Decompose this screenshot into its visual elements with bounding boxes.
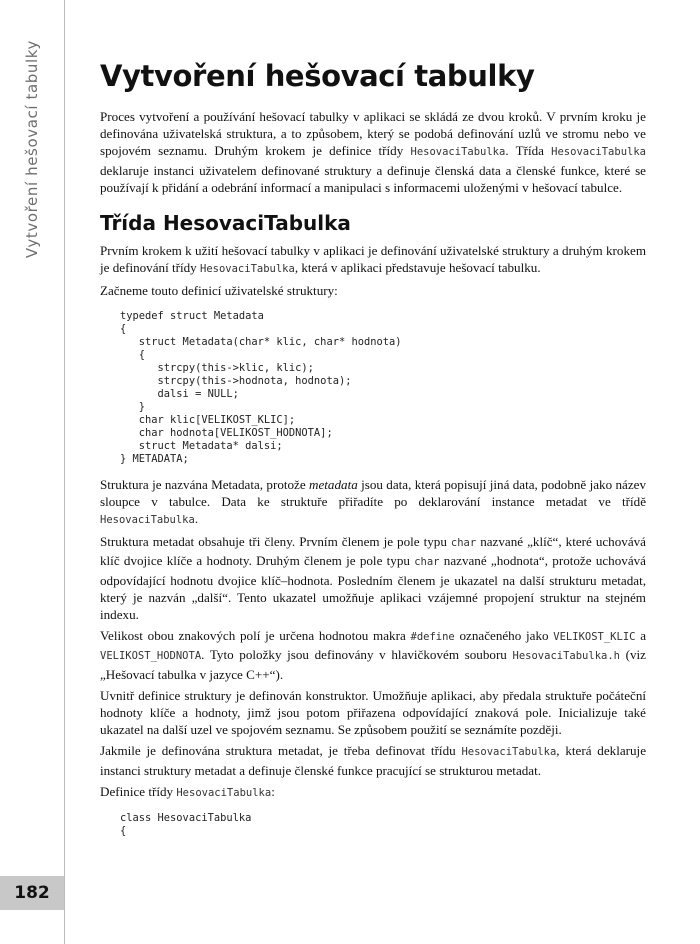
paragraph-metadata-name <box>100 476 646 530</box>
text: Velikost obou znakových polí je určena hodnotou makra <box>100 628 411 644</box>
page-title: Vytvoření hešovací tabulky <box>100 59 535 93</box>
running-head <box>12 40 52 280</box>
section-paragraph-2: Začneme touto definicí uživatelské struktury: <box>100 283 338 299</box>
code-term: char <box>450 537 477 550</box>
text: Definice třídy <box>100 783 177 799</box>
code-term: char <box>414 556 440 569</box>
text: nazvané „hodnota“, protože uchovává odpovídající hodnotu dvojice klíč–hodnota. Posledním členem je ukazatel na další strukturu metadat, který je nazván „další“. Tento ukazatel umožňuje aplikaci vzájemné propojení struktur na stejném indexu. <box>100 553 646 623</box>
code-term: HesovaciTabulka <box>461 746 557 759</box>
emphasis: metadata <box>309 476 358 492</box>
paragraph-next-step <box>100 742 646 778</box>
code-term: HesovaciTabulka <box>100 514 195 527</box>
text: . <box>194 511 199 527</box>
text: deklaruje instanci uživatelem definované struktury a definuje členská data a členské funkce, které se používají k přidání a odebrání informací a manipulaci s informacemi uloženými v hešovací tabulce. <box>100 162 646 195</box>
section-paragraph <box>100 242 646 278</box>
text: . Tyto položky jsou definovány v hlavičkovém souboru <box>201 647 513 663</box>
running-head-text: Vytvoření hešovací tabulky <box>23 40 41 259</box>
page-number: 182 <box>14 883 50 903</box>
paragraph-constructor: Uvnitř definice struktury je definován konstruktor. Umožňuje aplikaci, aby předala struktuře počáteční hodnoty klíče a hodnoty, jimž jsou potom přiřazena odpovídající znaková pole. Inicializuje také ukazatel na další uzel ve spojovém seznamu. Se způsobem použití se seznámíte později. <box>100 687 646 738</box>
text: Struktura je nazvána Metadata, protože <box>100 476 310 492</box>
code-term: HesovaciTabulka <box>200 263 295 276</box>
margin-rule <box>64 0 65 944</box>
text: Proces vytvoření a používání hešovací tabulky v aplikaci se skládá ze dvou kroků. V prvním kroku je definována uživatelská struktura, a to způsobem, který se podobá definování uzlů ve stromu nebo ve spojovém seznamu. Druhým krokem je definice třídy <box>100 109 646 159</box>
paragraph-sizes <box>100 627 646 683</box>
code-term: HesovaciTabulka <box>551 146 646 159</box>
intro-paragraph <box>100 108 646 196</box>
text: . Třída <box>505 143 552 159</box>
text: Struktura metadat obsahuje tři členy. Prvním členem je pole typu <box>100 534 451 550</box>
code-term: VELIKOST_HODNOTA <box>100 650 202 663</box>
text: : <box>271 783 275 799</box>
text: jsou data, která popisují jiná data, podobně jako název sloupce v tabulce. Data ke struktuře přiřadíte po deklarování instance metadat ve třídě <box>100 476 646 509</box>
code-term: #define <box>410 631 455 644</box>
text: , která v aplikaci představuje hešovací tabulku. <box>294 260 541 276</box>
code-term: HesovaciTabulka <box>176 786 272 799</box>
text: a <box>635 628 647 644</box>
text: Jakmile je definována struktura metadat, je třeba definovat třídu <box>100 743 462 759</box>
paragraph-members <box>100 533 646 623</box>
section-heading: Třída HesovaciTabulka <box>100 211 351 236</box>
page-number-box <box>0 876 64 910</box>
text: , která deklaruje instanci struktury metadat a definuje členské funkce pracující se strukturou metadat. <box>100 743 647 778</box>
code-listing-class: class HesovaciTabulka { <box>120 812 252 838</box>
page-content <box>100 56 646 848</box>
text: nazvané „klíč“, které uchovává klíč dvojice klíče a hodnoty. Druhým členem je pole typu <box>100 534 646 569</box>
code-term: HesovaciTabulka <box>410 146 506 159</box>
paragraph-class-def <box>100 783 646 802</box>
text: (viz „Hešovací tabulka v jazyce C++“). <box>100 647 646 682</box>
text: Prvním krokem k užití hešovací tabulky v aplikaci je definování uživatelské struktury a druhým krokem je definování třídy <box>100 243 646 276</box>
code-listing-struct: typedef struct Metadata { struct Metadata(char* klic, char* hodnota) { strcpy(this->klic, klic); strcpy(this->hodnota, hodnota); dalsi = NULL; } char klic[VELIKOST_KLIC]; char hodnota[VELIKOST_HODNOTA]; struct Metadata* dalsi; } METADATA; <box>120 309 402 465</box>
code-term: HesovaciTabulka.h <box>512 650 620 663</box>
code-term: VELIKOST_KLIC <box>553 631 636 644</box>
text: označeného jako <box>454 628 554 644</box>
